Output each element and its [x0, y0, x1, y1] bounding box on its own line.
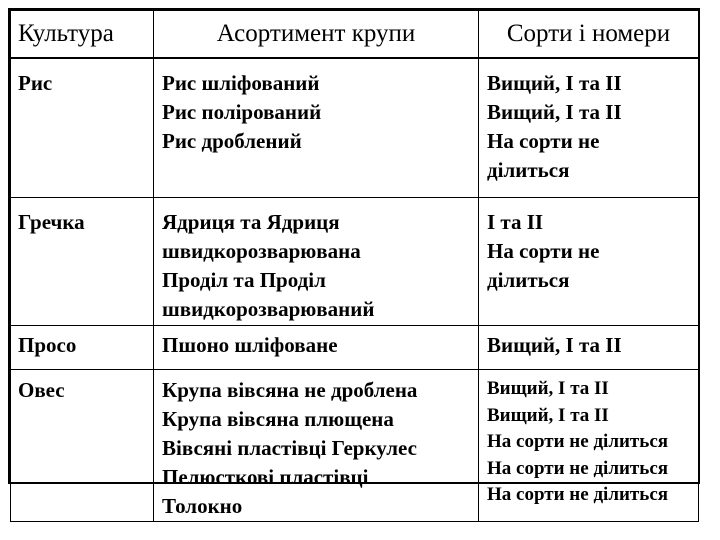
assortment-cell — [154, 326, 479, 370]
table-header-row — [11, 11, 699, 59]
grade-item: Вищий, І та ІІ — [487, 71, 622, 95]
table-row — [11, 58, 699, 198]
table-row — [11, 326, 699, 370]
crop-name: Рис — [18, 71, 53, 95]
crop-cell — [11, 370, 154, 522]
grade-item: Вищий, І та ІІ — [487, 100, 622, 124]
assortment-item: Продiл та Продiл — [162, 268, 326, 292]
grade-item: ділиться — [487, 268, 570, 292]
grade-item: Вищий, І та ІІ — [487, 378, 609, 399]
grades-cell — [479, 326, 699, 370]
assortment-item: Пшоно шліфоване — [162, 333, 338, 357]
assortment-cell — [154, 198, 479, 326]
assortment-cell — [154, 58, 479, 198]
assortment-item: швидкорозварювана — [162, 239, 361, 263]
grade-item: На сорти не ділиться — [487, 457, 669, 479]
header-assortment: Асортимент крупи — [154, 11, 479, 59]
crop-cell — [11, 326, 154, 370]
grade-item: На сорти не ділиться — [487, 431, 669, 452]
assortment-item: Толокно — [162, 494, 243, 518]
crop-name: Просо — [18, 333, 77, 357]
grade-item: Вищий, І та ІІ — [487, 333, 622, 357]
grade-item: І та ІІ — [487, 210, 544, 234]
grain-table-container — [8, 8, 700, 518]
assortment-item: Вівсяні пластівці Геркулес — [162, 436, 417, 460]
assortment-item: Рис дроблений — [162, 129, 302, 153]
crop-name: Овес — [18, 378, 65, 402]
assortment-item: Крупа вівсяна плющена — [162, 407, 394, 431]
grade-item: На сорти не — [487, 239, 600, 263]
table-row — [11, 370, 699, 522]
crop-cell — [11, 58, 154, 198]
assortment-item: Пелюсткові пластівці — [162, 465, 369, 489]
header-grades: Сорти і номери — [479, 11, 699, 59]
assortment-item: Крупа вівсяна не дроблена — [162, 378, 418, 402]
header-crop: Культура — [11, 11, 154, 59]
assortment-cell — [154, 370, 479, 522]
grade-item: Вищий, І та ІІ — [487, 404, 609, 426]
grades-cell — [479, 370, 699, 522]
assortment-item: швидкорозварюваний — [162, 297, 375, 321]
crop-name: Гречка — [18, 210, 85, 234]
grades-cell — [479, 198, 699, 326]
assortment-item: Рис полірований — [162, 100, 322, 124]
grades-cell — [479, 58, 699, 198]
grade-item: ділиться — [487, 158, 570, 182]
grain-assortment-table — [10, 10, 699, 522]
assortment-item: Ядриця та Ядриця — [162, 210, 340, 234]
grade-item: На сорти не — [487, 129, 600, 153]
assortment-item: Рис шліфований — [162, 71, 320, 95]
table-row — [11, 198, 699, 326]
grade-item: На сорти не ділиться — [487, 484, 669, 505]
crop-cell — [11, 198, 154, 326]
